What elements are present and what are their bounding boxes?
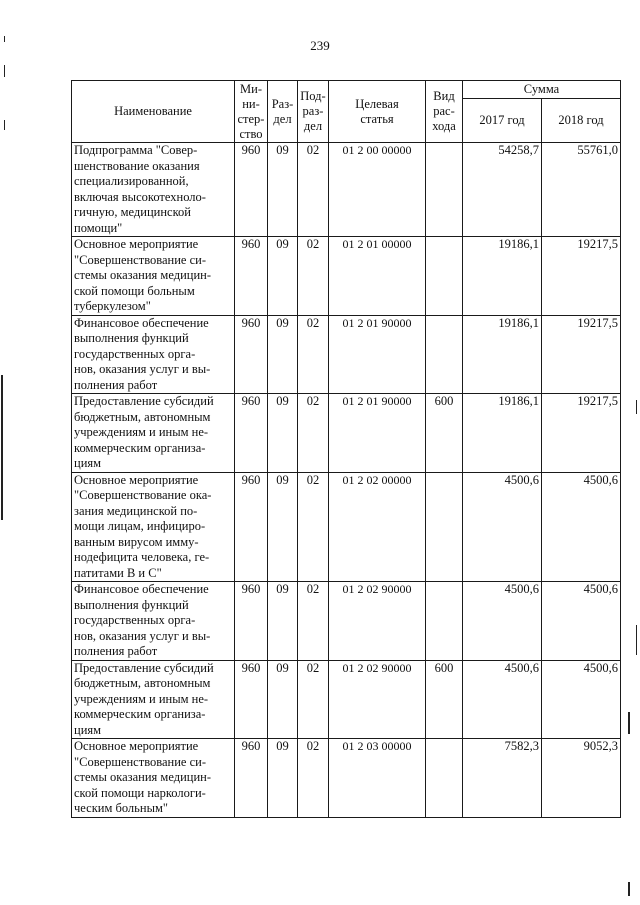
cell-sum-2017: 19186,1 bbox=[463, 394, 542, 473]
cell-sum-2018: 4500,6 bbox=[542, 582, 621, 661]
name-line: ской помощи наркологи- bbox=[74, 785, 206, 800]
cell-subsection: 02 bbox=[298, 237, 329, 316]
header-line: раз- bbox=[302, 104, 324, 118]
name-line: учреждениям и иным не- bbox=[74, 691, 209, 706]
cell-sum-2017: 54258,7 bbox=[463, 143, 542, 237]
name-line: "Совершенствование си- bbox=[74, 754, 206, 769]
cell-section: 09 bbox=[268, 582, 298, 661]
cell-subsection: 02 bbox=[298, 660, 329, 739]
name-line: мощи лицам, инфициро- bbox=[74, 519, 206, 533]
table-row bbox=[72, 582, 621, 661]
name-line: шенствование оказания bbox=[74, 158, 200, 173]
header-sum: Сумма bbox=[463, 81, 621, 99]
scan-mark-left-mid bbox=[4, 120, 5, 130]
name-line: государственных орга- bbox=[74, 613, 196, 627]
header-expense bbox=[426, 81, 463, 143]
name-line: Предоставление субсидий bbox=[74, 394, 214, 408]
header-line: статья bbox=[360, 111, 394, 126]
cell-section: 09 bbox=[268, 315, 298, 394]
cell-target: 01 2 03 00000 bbox=[329, 739, 426, 818]
name-line: туберкулезом" bbox=[74, 299, 151, 313]
scan-mark-left-top bbox=[4, 36, 5, 42]
cell-subsection: 02 bbox=[298, 315, 329, 394]
cell-name bbox=[72, 237, 235, 316]
header-ministry bbox=[235, 81, 268, 143]
name-line: нов, оказания услуг и вы- bbox=[74, 628, 211, 643]
cell-target: 01 2 02 00000 bbox=[329, 472, 426, 582]
name-line: циям bbox=[74, 456, 102, 470]
name-line: выполнения функций bbox=[74, 331, 189, 345]
cell-subsection: 02 bbox=[298, 143, 329, 237]
cell-ministry: 960 bbox=[235, 582, 268, 661]
scan-mark-right-upper bbox=[636, 400, 637, 414]
cell-sum-2018: 9052,3 bbox=[542, 739, 621, 818]
cell-expense bbox=[426, 315, 463, 394]
name-line: гичную, медицинской bbox=[74, 205, 191, 219]
cell-expense bbox=[426, 143, 463, 237]
name-line: ческим больным" bbox=[74, 801, 168, 815]
header-name: Наименование bbox=[72, 81, 235, 143]
name-line: "Совершенствование си- bbox=[74, 252, 206, 267]
table-row bbox=[72, 739, 621, 818]
header-line: ни- bbox=[242, 96, 260, 111]
cell-expense bbox=[426, 582, 463, 661]
cell-ministry: 960 bbox=[235, 394, 268, 473]
header-line: дел bbox=[273, 111, 292, 126]
header-line: Под- bbox=[300, 89, 326, 103]
header-line: Целевая bbox=[355, 96, 399, 111]
page-number: 239 bbox=[310, 38, 330, 53]
cell-sum-2018: 55761,0 bbox=[542, 143, 621, 237]
table-row bbox=[72, 660, 621, 739]
name-line: Основное мероприятие bbox=[74, 237, 199, 251]
cell-section: 09 bbox=[268, 237, 298, 316]
table-row bbox=[72, 394, 621, 473]
cell-name bbox=[72, 394, 235, 473]
cell-target: 01 2 02 90000 bbox=[329, 582, 426, 661]
name-line: "Совершенствование ока- bbox=[74, 488, 212, 502]
cell-section: 09 bbox=[268, 472, 298, 582]
name-line: выполнения функций bbox=[74, 597, 189, 612]
name-line: циям bbox=[74, 722, 102, 737]
cell-sum-2017: 4500,6 bbox=[463, 582, 542, 661]
name-line: бюджетным, автономным bbox=[74, 409, 211, 424]
cell-expense: 600 bbox=[426, 660, 463, 739]
cell-sum-2018: 4500,6 bbox=[542, 472, 621, 582]
cell-expense: 600 bbox=[426, 394, 463, 473]
cell-ministry: 960 bbox=[235, 660, 268, 739]
cell-name bbox=[72, 143, 235, 237]
scan-mark-right-lower bbox=[636, 625, 637, 655]
header-line: Ми- bbox=[240, 81, 262, 96]
cell-expense bbox=[426, 472, 463, 582]
name-line: коммерческим организа- bbox=[74, 440, 206, 455]
header-line: дел bbox=[303, 119, 323, 133]
cell-section: 09 bbox=[268, 739, 298, 818]
cell-name bbox=[72, 660, 235, 739]
name-line: полнения работ bbox=[74, 377, 158, 392]
cell-section: 09 bbox=[268, 143, 298, 237]
header-line: Раз- bbox=[271, 96, 294, 111]
cell-sum-2017: 19186,1 bbox=[463, 315, 542, 394]
name-line: ской помощи больным bbox=[74, 283, 195, 298]
cell-section: 09 bbox=[268, 394, 298, 473]
scan-mark-left-long bbox=[1, 375, 3, 520]
name-line: специализированной, bbox=[74, 174, 189, 188]
cell-name bbox=[72, 472, 235, 582]
name-line: Основное мероприятие bbox=[74, 472, 199, 487]
cell-ministry: 960 bbox=[235, 143, 268, 237]
cell-target: 01 2 01 90000 bbox=[329, 315, 426, 394]
budget-table bbox=[71, 80, 621, 818]
cell-ministry: 960 bbox=[235, 739, 268, 818]
name-line: Финансовое обеспечение bbox=[74, 315, 209, 330]
name-line: Финансовое обеспечение bbox=[74, 582, 209, 596]
cell-expense bbox=[426, 237, 463, 316]
header-line: Вид bbox=[433, 89, 455, 103]
cell-sum-2018: 4500,6 bbox=[542, 660, 621, 739]
cell-target: 01 2 00 00000 bbox=[329, 143, 426, 237]
cell-expense bbox=[426, 739, 463, 818]
scan-mark-right-corner bbox=[628, 882, 630, 896]
name-line: нодефицита человека, ге- bbox=[74, 550, 210, 564]
cell-ministry: 960 bbox=[235, 315, 268, 394]
cell-subsection: 02 bbox=[298, 739, 329, 818]
table-row bbox=[72, 315, 621, 394]
name-line: Предоставление субсидий bbox=[74, 660, 214, 675]
cell-ministry: 960 bbox=[235, 237, 268, 316]
header-line: рас- bbox=[433, 104, 455, 118]
cell-sum-2018: 19217,5 bbox=[542, 237, 621, 316]
header-line: хода bbox=[432, 119, 456, 133]
name-line: Основное мероприятие bbox=[74, 739, 199, 753]
name-line: ванным вирусом имму- bbox=[74, 534, 199, 549]
cell-name bbox=[72, 315, 235, 394]
table-row bbox=[72, 143, 621, 237]
table-body bbox=[72, 143, 621, 818]
cell-target: 01 2 01 90000 bbox=[329, 394, 426, 473]
cell-sum-2017: 7582,3 bbox=[463, 739, 542, 818]
header-section bbox=[268, 81, 298, 143]
name-line: бюджетным, автономным bbox=[74, 676, 211, 690]
name-line: государственных орга- bbox=[74, 346, 196, 361]
cell-target: 01 2 01 00000 bbox=[329, 237, 426, 316]
cell-ministry: 960 bbox=[235, 472, 268, 582]
header-year-2017: 2017 год bbox=[463, 99, 542, 143]
scan-mark-right-bottom bbox=[628, 712, 630, 734]
header-line: ство bbox=[239, 126, 263, 141]
header-year-2018: 2018 год bbox=[542, 99, 621, 143]
cell-target: 01 2 02 90000 bbox=[329, 660, 426, 739]
name-line: зания медицинской по- bbox=[74, 503, 198, 518]
header-target bbox=[329, 81, 426, 143]
cell-sum-2017: 19186,1 bbox=[463, 237, 542, 316]
name-line: учреждениям и иным не- bbox=[74, 425, 209, 439]
cell-subsection: 02 bbox=[298, 582, 329, 661]
cell-subsection: 02 bbox=[298, 472, 329, 582]
cell-sum-2018: 19217,5 bbox=[542, 394, 621, 473]
table-row bbox=[72, 237, 621, 316]
cell-sum-2017: 4500,6 bbox=[463, 660, 542, 739]
cell-name bbox=[72, 739, 235, 818]
name-line: коммерческим организа- bbox=[74, 707, 206, 721]
cell-subsection: 02 bbox=[298, 394, 329, 473]
table-row bbox=[72, 472, 621, 582]
name-line: полнения работ bbox=[74, 644, 158, 658]
name-line: помощи" bbox=[74, 220, 123, 235]
cell-sum-2017: 4500,6 bbox=[463, 472, 542, 582]
cell-section: 09 bbox=[268, 660, 298, 739]
header-line: стер- bbox=[237, 111, 265, 126]
name-line: патитами В и С" bbox=[74, 565, 162, 580]
name-line: Подпрограмма "Совер- bbox=[74, 143, 198, 157]
name-line: нов, оказания услуг и вы- bbox=[74, 362, 211, 376]
cell-sum-2018: 19217,5 bbox=[542, 315, 621, 394]
cell-name bbox=[72, 582, 235, 661]
name-line: включая высокотехноло- bbox=[74, 189, 206, 204]
scan-mark-left-upper bbox=[4, 65, 5, 77]
name-line: стемы оказания медицин- bbox=[74, 770, 211, 784]
header-subsection bbox=[298, 81, 329, 143]
name-line: стемы оказания медицин- bbox=[74, 268, 211, 282]
